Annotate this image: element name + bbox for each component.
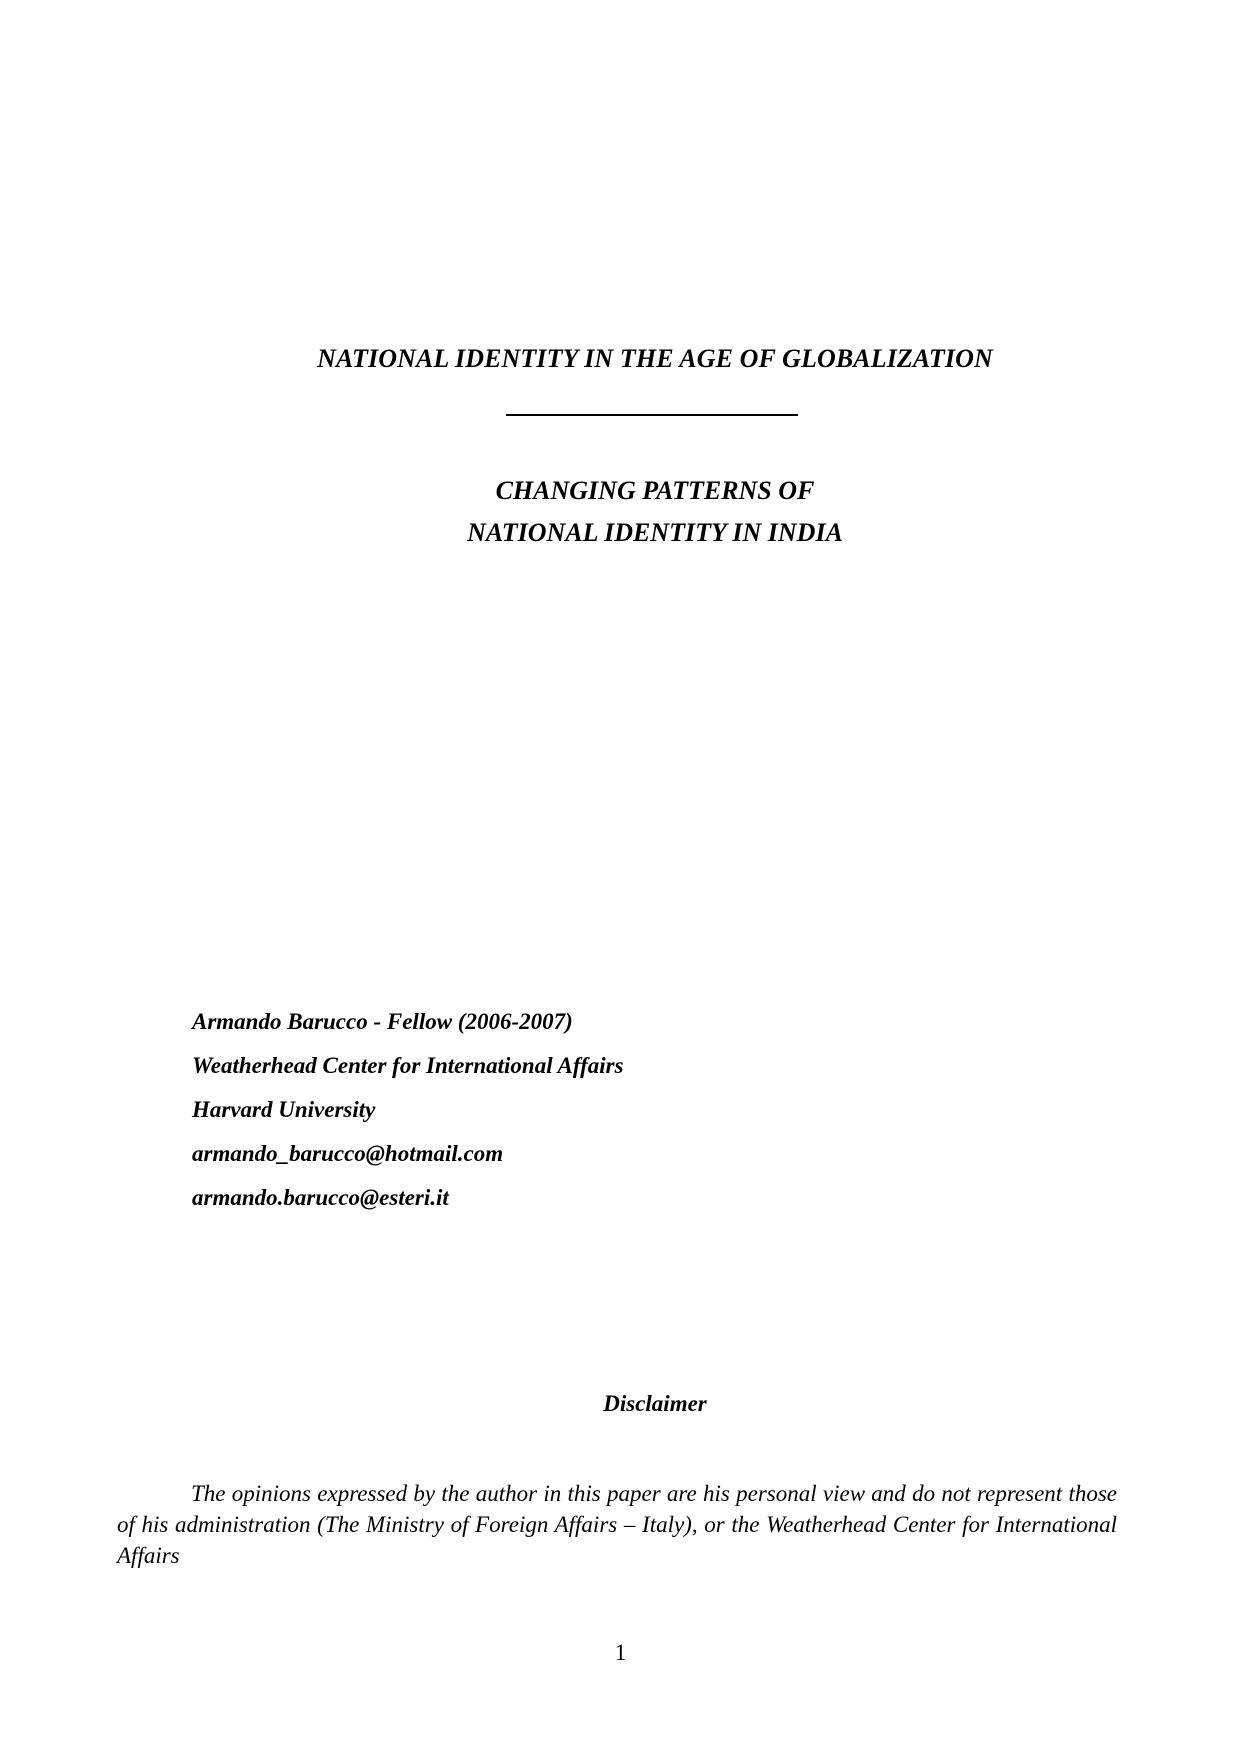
author-info <box>192 1000 624 1220</box>
author-name: Armando Barucco - Fellow (2006-2007) <box>192 1009 573 1034</box>
author-email-hotmail: armando_barucco@hotmail.com <box>192 1141 504 1166</box>
document-title: NATIONAL IDENTITY IN THE AGE OF GLOBALIZATION <box>317 344 993 373</box>
author-email-esteri: armando.barucco@esteri.it <box>192 1185 449 1210</box>
page-number: 1 <box>614 1640 627 1665</box>
title-divider <box>506 414 798 416</box>
subtitle-line-1: CHANGING PATTERNS OF <box>495 476 815 505</box>
disclaimer-paragraph: The opinions expressed by the author in this paper are his personal view and do not represent those of his administration (The Ministry of Foreign Affairs – Italy), or the Weatherhead Center for International Affairs <box>117 1481 1117 1568</box>
disclaimer-heading: Disclaimer <box>603 1391 707 1416</box>
subtitle-line-2: NATIONAL IDENTITY IN INDIA <box>467 518 843 547</box>
author-affiliation: Weatherhead Center for International Affairs <box>192 1053 624 1078</box>
author-university: Harvard University <box>192 1097 376 1122</box>
